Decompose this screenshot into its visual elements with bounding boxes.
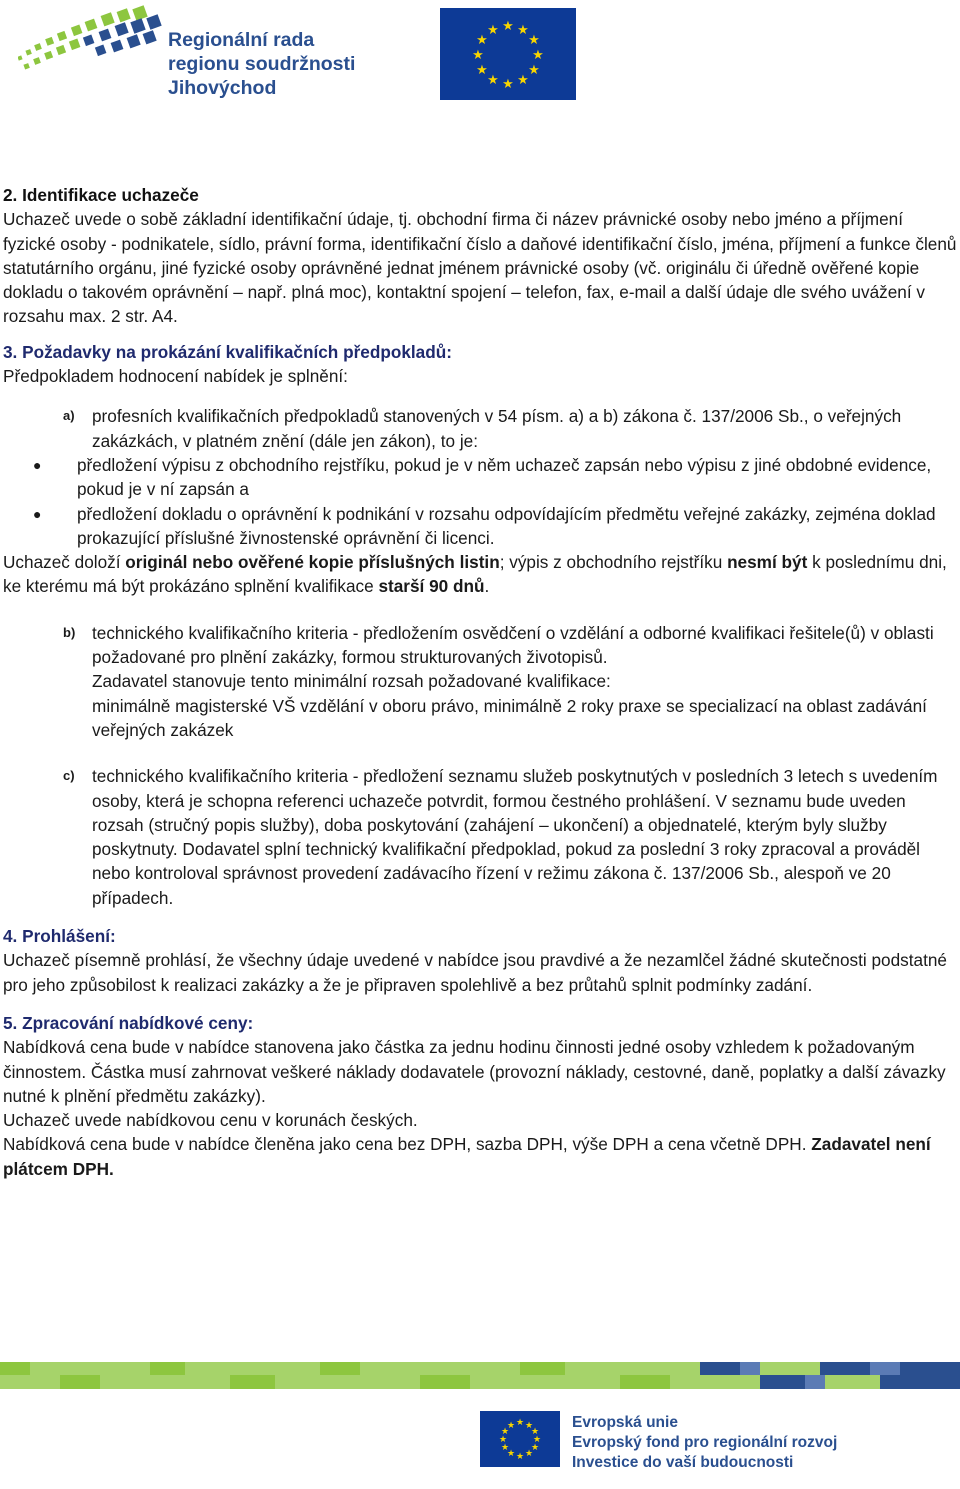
svg-text:★: ★: [524, 1449, 534, 1459]
regional-council-logo-icon: [18, 4, 163, 84]
svg-text:★: ★: [472, 48, 484, 63]
svg-text:★: ★: [502, 77, 514, 92]
section-5-text-2: Uchazeč uvede nabídkovou cenu v korunách českých.: [3, 1110, 418, 1131]
section-2-text: Uchazeč uvede o sobě základní identifikační údaje, tj. obchodní firma či název právnické osoby nebo jméno a příjmení fyzické osoby - podnikatele, sídlo, právní forma, identifikační číslo a daňové identifikační číslo, jména, příjmení a funkce členů statutárního orgánu, jiné fyzické osoby oprávněné jednat jménem právnické osoby (vč. originálu či úředně ověřené kopie dokladu o takovém oprávnění – např. plná moc), kontaktní spojení – telefon, fax, e-mail a další údaje dle svého uvážení v rozsahu max. 2 str. A4.: [3, 209, 957, 327]
footer-line-1: Evropská unie: [572, 1414, 678, 1431]
item-a-text: profesních kvalifikačních předpokladů stanovených v 54 písm. a) a b) zákona č. 137/2006 Sb., o veřejných zakázkách, v platném znění (dále jen zákon), to je:: [92, 406, 902, 451]
svg-text:★: ★: [517, 23, 529, 38]
logo-line-1: Regionální rada: [168, 29, 315, 51]
item-b: [3, 621, 958, 742]
item-a: [3, 404, 958, 453]
eu-flag-footer-icon: [480, 1411, 560, 1467]
eu-fund-text: [572, 1413, 837, 1473]
svg-text:★: ★: [487, 73, 499, 88]
section-5-text-1: Nabídková cena bude v nabídce stanovena jako částka za jednu hodinu činnosti jedné osoby vzhledem k požadovaným činnostem. Částka musí zahrnovat veškeré náklady dodavatele (provozní náklady, cestovné, daně, poplatky a další závazky nutné k plnění předmětu zakázky).: [3, 1037, 946, 1106]
svg-text:★: ★: [528, 63, 540, 78]
eu-flag-icon: [440, 8, 576, 100]
svg-text:★: ★: [517, 73, 529, 88]
section-4-text: Uchazeč písemně prohlásí, že všechny údaje uvedené v nabídce jsou pravdivé a že nezamlčel žádné skutečnosti podstatné pro jeho způsobilost k realizaci zakázky a že je připraven spolehlivě a bez průtahů splnit podmínky zadání.: [3, 950, 947, 995]
bullet-1-text: předložení výpisu z obchodního rejstříku, pokud je v něm uchazeč zapsán nebo výpisu z jiné obdobné evidence, pokud je v ní zapsán a: [77, 454, 932, 500]
section-2-heading: 2. Identifikace uchazeče: [3, 185, 199, 205]
item-a-marker: a): [63, 408, 75, 424]
section-4-heading: 4. Prohlášení:: [3, 926, 116, 947]
page-header: [0, 0, 960, 110]
item-b-marker: b): [63, 624, 76, 640]
svg-text:★: ★: [500, 1427, 510, 1437]
svg-text:★: ★: [515, 1418, 525, 1428]
section-5-text-3: Nabídková cena bude v nabídce členěna jako cena bez DPH, sazba DPH, výše DPH a cena včetně DPH. Zadavatel není plátcem DPH.: [3, 1134, 931, 1179]
section-3-intro: Předpokladem hodnocení nabídek je splnění:: [3, 366, 348, 387]
item-b-text-1: technického kvalifikačního kriteria - předložením osvědčení o vzdělání a odborné kvalifikaci řešitele(ů) v oblasti požadované pro plnění zakázky, formou strukturovaných životopisů.: [92, 622, 934, 668]
svg-text:★: ★: [532, 48, 544, 63]
item-c-text: technického kvalifikačního kriteria - předložení seznamu služeb poskytnutých v posledních 3 letech s uvedením osoby, která je schopna referenci uchazeče potvrdit, formou čestného prohlášení. V seznamu bude uveden rozsah (stručný popis služby), doba poskytování (zahájení – ukončení) a objednatelé, kterým byly služby poskytnuty. Dodavatel splní technický kvalifikační předpoklad, pokud za poslední 3 roky zpracoval a prováděl nebo kontroloval správnost provedení zadávacího řízení v režimu zákona č. 137/2006 Sb., alespoň ve 20 případech.: [92, 766, 938, 908]
svg-text:★: ★: [532, 1435, 542, 1445]
item-c-marker: c): [63, 768, 75, 784]
document-body: [3, 183, 958, 1181]
logo-line-3: Jihovýchod: [168, 77, 277, 99]
svg-text:★: ★: [487, 23, 499, 38]
section-3-heading: 3. Požadavky na prokázání kvalifikačních předpokladů:: [3, 341, 452, 362]
bullet-icon: ●: [33, 456, 42, 473]
list-item: [3, 453, 958, 502]
svg-text:★: ★: [476, 33, 488, 48]
svg-text:★: ★: [502, 19, 514, 34]
svg-text:★: ★: [524, 1421, 534, 1431]
svg-text:★: ★: [476, 63, 488, 78]
footer-line-2: Evropský fond pro regionální rozvoj: [572, 1434, 838, 1451]
logo-line-2: regionu soudržnosti: [168, 53, 356, 75]
svg-text:★: ★: [530, 1427, 540, 1437]
decorative-pixel-bar: [0, 1362, 960, 1389]
svg-text:★: ★: [515, 1452, 525, 1462]
svg-text:★: ★: [530, 1443, 540, 1453]
bullet-2-text: předložení dokladu o oprávnění k podnikání v rozsahu odpovídajícím předmětu veřejné zakázky, zejména doklad prokazující příslušné živnostenské oprávnění či licenci.: [77, 503, 936, 548]
list-item: [3, 502, 958, 551]
item-c: [3, 764, 958, 910]
section-5-heading: 5. Zpracování nabídkové ceny:: [3, 1012, 254, 1033]
bullet-icon: ●: [33, 505, 42, 522]
footer-line-3: Investice do vaší budoucnosti: [572, 1454, 794, 1471]
svg-text:★: ★: [500, 1443, 510, 1453]
item-b-text-3: minimálně magisterské VŠ vzdělání v oboru právo, minimálně 2 roky praxe se specializací na oblast zadávání veřejných zakázek: [92, 695, 927, 740]
documents-note: Uchazeč doloží originál nebo ověřené kopie příslušných listin; výpis z obchodního rejstříku nesmí být k poslednímu dni, ke kterému má být prokázáno splnění kvalifikace starší 90 dnů.: [3, 552, 947, 597]
regional-council-logo-text: [168, 28, 355, 100]
item-b-text-2: Zadavatel stanovuje tento minimální rozsah požadované kvalifikace:: [92, 671, 611, 692]
svg-text:★: ★: [506, 1421, 516, 1431]
svg-text:★: ★: [498, 1435, 508, 1445]
svg-text:★: ★: [528, 33, 540, 48]
svg-text:★: ★: [506, 1449, 516, 1459]
